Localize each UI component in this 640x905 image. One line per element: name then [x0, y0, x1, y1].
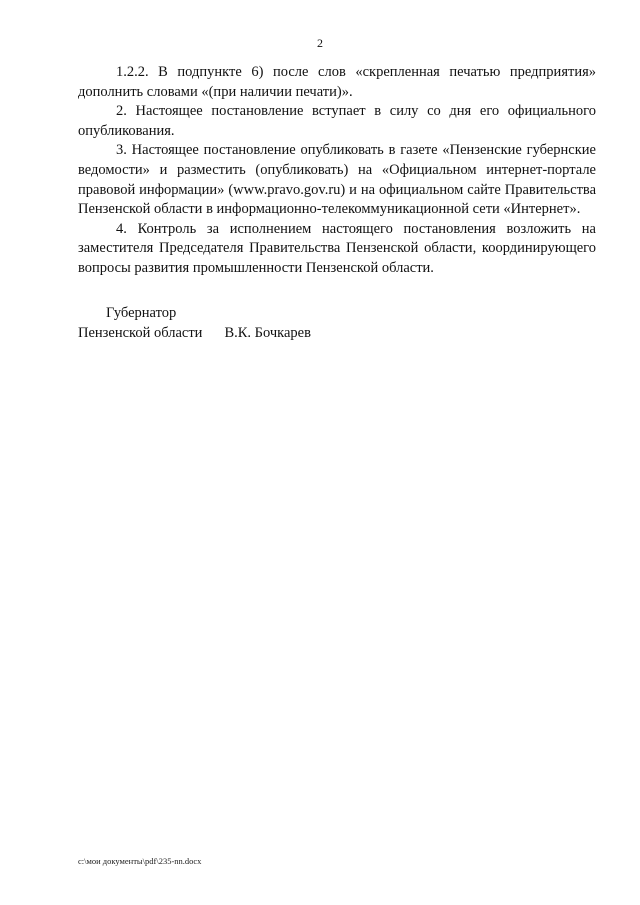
signature-block	[78, 303, 311, 343]
signature-line	[78, 323, 311, 343]
paragraph-3: 3. Настоящее постановление опубликовать в газете «Пензенские губернские ведомости» и разместить (опубликовать) на «Официальном интернет-портале правовой информации» (www.pravo.gov.ru) и на официальном сайте Правительства Пензенской области в информационно-телекоммуникационной сети «Интернет».	[78, 142, 596, 218]
paragraph-2: 2. Настоящее постановление вступает в силу со дня его официального опубликования.	[78, 103, 596, 139]
signature-name: В.К. Бочкарев	[224, 325, 311, 341]
document-body	[78, 63, 596, 279]
paragraph-1-2-2: 1.2.2. В подпункте 6) после слов «скрепленная печатью предприятия» дополнить словами «(при наличии печати)».	[78, 64, 596, 100]
paragraph-4: 4. Контроль за исполнением настоящего постановления возложить на заместителя Председателя Правительства Пензенской области, координирующего вопросы развития промышленности Пензенской области.	[78, 220, 596, 276]
signature-region: Пензенской области	[78, 325, 203, 341]
footer-file-path: c:\мои документы\pdf\235-nn.docx	[78, 856, 202, 866]
signature-title: Губернатор	[106, 305, 177, 321]
page-number: 2	[317, 36, 323, 50]
